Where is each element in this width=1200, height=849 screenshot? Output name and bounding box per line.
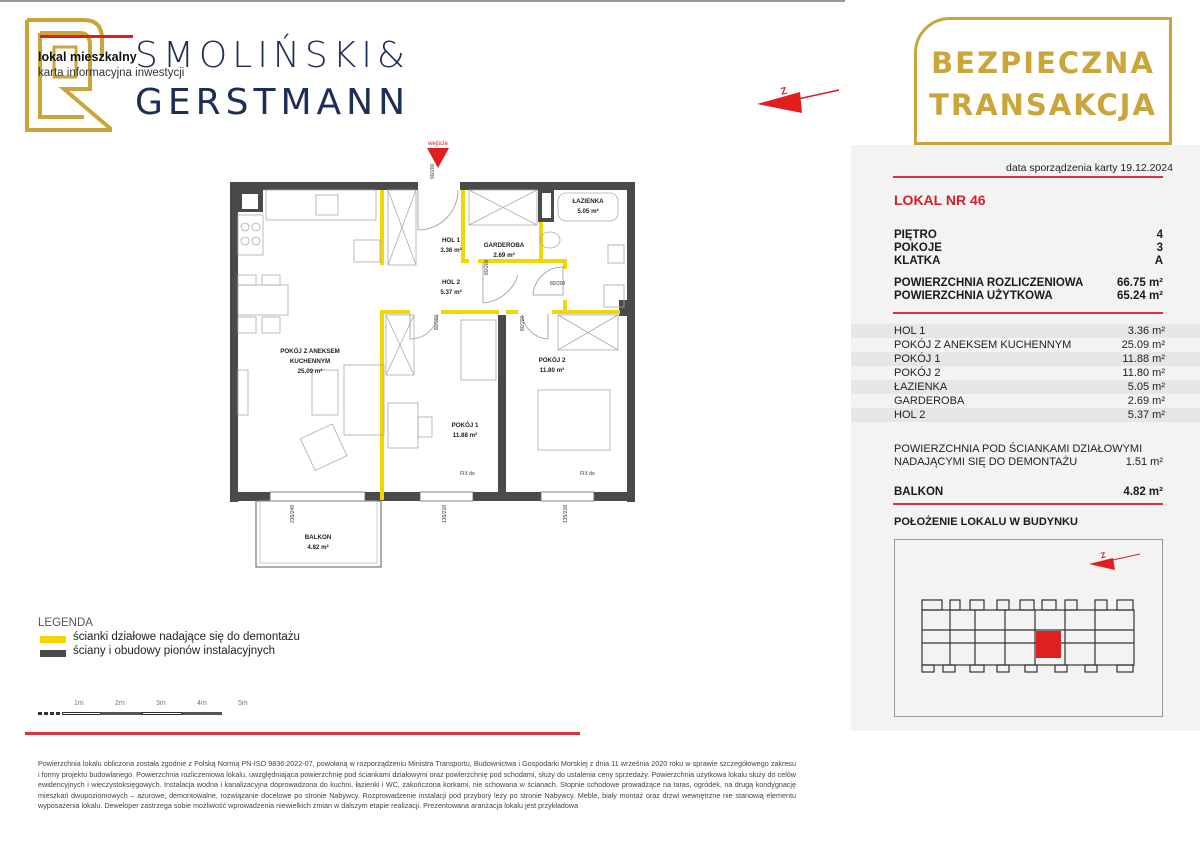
svg-text:5.05 m²: 5.05 m² — [577, 208, 599, 215]
staircase-value: A — [1154, 255, 1163, 267]
svg-text:KUCHENNYM: KUCHENNYM — [289, 358, 331, 365]
divider — [893, 176, 1163, 178]
room-area: 11.80 m² — [1122, 367, 1165, 379]
scale-tick: 1m — [74, 700, 84, 707]
svg-text:FIX do: FIX do — [460, 471, 475, 477]
rooms-value: 3 — [1156, 242, 1163, 254]
badge-line1: BEZPIECZNA — [931, 46, 1155, 80]
partition-area-label-1: POWIERZCHNIA POD ŚCIANKAMI DZIAŁOWYMI — [894, 443, 1143, 455]
room-name: POKÓJ 1 — [894, 353, 941, 365]
doc-subtitle: karta informacyjna inwestycji — [38, 67, 185, 79]
building-location-map — [894, 539, 1163, 717]
unit-title: LOKAL NR 46 — [894, 192, 986, 208]
divider — [893, 503, 1163, 505]
room-area: 5.37 m² — [1127, 409, 1165, 421]
legend-label-partition: ścianki działowe nadające się do demontażu — [73, 631, 300, 643]
scale-tick: 5m — [238, 700, 248, 707]
unit-highlight — [1036, 631, 1061, 658]
legend-swatch-wall — [40, 650, 66, 657]
svg-text:BALKON: BALKON — [304, 534, 332, 541]
usable-area-value: 65.24 m² — [1116, 290, 1163, 302]
room-row — [851, 394, 1200, 408]
legend-label-wall: ściany i obudowy pionów instalacyjnych — [73, 645, 275, 657]
scale-segment — [101, 712, 142, 715]
room-name: ŁAZIENKA — [894, 381, 948, 393]
staircase-label: KLATKA — [894, 255, 941, 267]
room-row — [851, 352, 1200, 366]
room-name: HOL 1 — [894, 325, 926, 337]
balcony-label: BALKON — [894, 486, 944, 498]
top-border — [0, 0, 845, 2]
building-plan-icon — [895, 540, 1162, 716]
svg-text:80/200: 80/200 — [484, 259, 490, 275]
scale-tick: 4m — [197, 700, 207, 707]
room-row — [851, 324, 1200, 338]
floor-label: PIĘTRO — [894, 229, 937, 241]
legal-disclaimer: Powierzchnia lokalu obliczona została zgodnie z Polską Normą PN-ISO 9836:2022-07, powołaną w rozporządzeniu Ministra Transportu, Budownictwa i Gospodarki Morskiej z dnia 11 września 2020 roku w sprawie szczegółowego zakresu i formy projektu budowlanego. Powierzchnia rozliczeniowa lokalu, uwzględniająca powierzchnię pod ściankami działowymi oraz powierzchnię pod schodami, służy do ustalenia ceny sprzedaży. Powierzchnia użytkowa lokalu służy do celów ewidencyjnych i wieczystoksięgowych. Instalacja wodna i kanalizacyjna doprowadzona do kuchni, łazienki i WC, zakończona korkami, nie schowana w ścianach. Stopnie schodowe prowadzące na taras, ogródek, na drugą kondygnację mieszkań dwupoziomowych – ażurowe, demontowalne, rozwiązanie docelowe po stronie Nabywcy. Rozprowadzenie instalacji pod przybory leży po stronie Nabywcy. Meble, biały montaż oraz drzwi wewnętrzne nie stanowią elementu wyposażenia lokalu. Deweloper zastrzega sobie możliwość wprowadzenia niewielkich zmian w dalszym etapie realizacji. Prezentowana aranżacja lokalu jest przykładowa — [38, 759, 796, 810]
floor-value: 4 — [1156, 229, 1163, 241]
svg-text:Z: Z — [779, 85, 789, 98]
svg-text:80/200: 80/200 — [550, 281, 566, 287]
svg-text:135/218: 135/218 — [442, 504, 448, 523]
billing-area-value: 66.75 m² — [1116, 277, 1163, 289]
legend-title: LEGENDA — [38, 617, 93, 629]
scale-segment — [62, 712, 101, 715]
legend-swatch-partition — [40, 636, 66, 643]
svg-text:HOL 1: HOL 1 — [441, 237, 461, 244]
room-row — [851, 366, 1200, 380]
room-area: 3.36 m² — [1127, 325, 1165, 337]
room-row — [851, 380, 1200, 394]
room-row — [851, 338, 1200, 352]
safe-transaction-badge — [914, 17, 1172, 145]
room-area: 5.05 m² — [1127, 381, 1165, 393]
room-name: GARDEROBA — [894, 395, 965, 407]
svg-text:235/248: 235/248 — [290, 504, 296, 523]
footer-divider — [25, 732, 580, 735]
svg-text:5.37 m²: 5.37 m² — [440, 289, 462, 296]
svg-text:80/200: 80/200 — [434, 314, 440, 330]
brand-name-line1: SMOLIŃSKI& — [135, 35, 410, 76]
room-name: POKÓJ 2 — [894, 367, 941, 379]
doc-type-label: lokal mieszkalny — [38, 50, 137, 64]
divider — [893, 312, 1163, 314]
location-title: POŁOŻENIE LOKALU W BUDYNKU — [894, 516, 1078, 528]
room-area: 11.88 m² — [1122, 353, 1165, 365]
card-date: data sporządzenia karty 19.12.2024 — [1006, 162, 1173, 174]
svg-text:11.88 m²: 11.88 m² — [452, 432, 478, 439]
svg-text:Z: Z — [1099, 550, 1107, 561]
room-name: HOL 2 — [894, 409, 926, 421]
balcony-value: 4.82 m² — [1123, 486, 1163, 498]
svg-text:80/200: 80/200 — [520, 315, 526, 331]
svg-text:3.36 m²: 3.36 m² — [440, 247, 462, 254]
svg-text:135/218: 135/218 — [563, 504, 569, 523]
room-row — [851, 408, 1200, 422]
brand-name-line2: GERSTMANN — [135, 82, 411, 123]
north-arrow-icon — [755, 82, 845, 116]
svg-text:POKÓJ 1: POKÓJ 1 — [451, 422, 479, 429]
logo-red-bar — [40, 35, 133, 38]
room-area: 2.69 m² — [1127, 395, 1165, 407]
scale-tick: 3m — [156, 700, 166, 707]
svg-text:4.82 m²: 4.82 m² — [307, 544, 329, 551]
usable-area-label: POWIERZCHNIA UŻYTKOWA — [894, 290, 1053, 302]
svg-text:ŁAZIENKA: ŁAZIENKA — [572, 198, 604, 205]
billing-area-label: POWIERZCHNIA ROZLICZENIOWA — [894, 277, 1084, 289]
room-name: POKÓJ Z ANEKSEM KUCHENNYM — [894, 339, 1072, 351]
room-area: 25.09 m² — [1121, 339, 1165, 351]
badge-line2: TRANSAKCJA — [929, 88, 1157, 122]
scale-tick: 2m — [115, 700, 125, 707]
svg-text:wejście: wejście — [428, 141, 448, 147]
svg-text:HOL 2: HOL 2 — [441, 279, 461, 286]
svg-text:POKÓJ 2: POKÓJ 2 — [538, 357, 566, 364]
svg-text:FIX do: FIX do — [580, 471, 595, 477]
svg-text:GARDEROBA: GARDEROBA — [483, 242, 525, 249]
svg-text:POKÓJ Z ANEKSEM: POKÓJ Z ANEKSEM — [280, 348, 340, 355]
svg-text:90/200: 90/200 — [430, 163, 436, 179]
scale-bar — [38, 700, 248, 718]
svg-text:2.69 m²: 2.69 m² — [493, 252, 515, 259]
scale-segment — [38, 712, 62, 715]
scale-segment — [182, 712, 222, 715]
rooms-label: POKOJE — [894, 242, 942, 254]
partition-area-label-2: NADAJĄCYMI SIĘ DO DEMONTAŻU — [894, 456, 1078, 468]
svg-text:25.09 m²: 25.09 m² — [297, 368, 323, 375]
partition-area-value: 1.51 m² — [1125, 456, 1163, 468]
svg-text:11.80 m²: 11.80 m² — [539, 367, 565, 374]
scale-segment — [142, 712, 182, 715]
floor-plan — [228, 135, 638, 575]
